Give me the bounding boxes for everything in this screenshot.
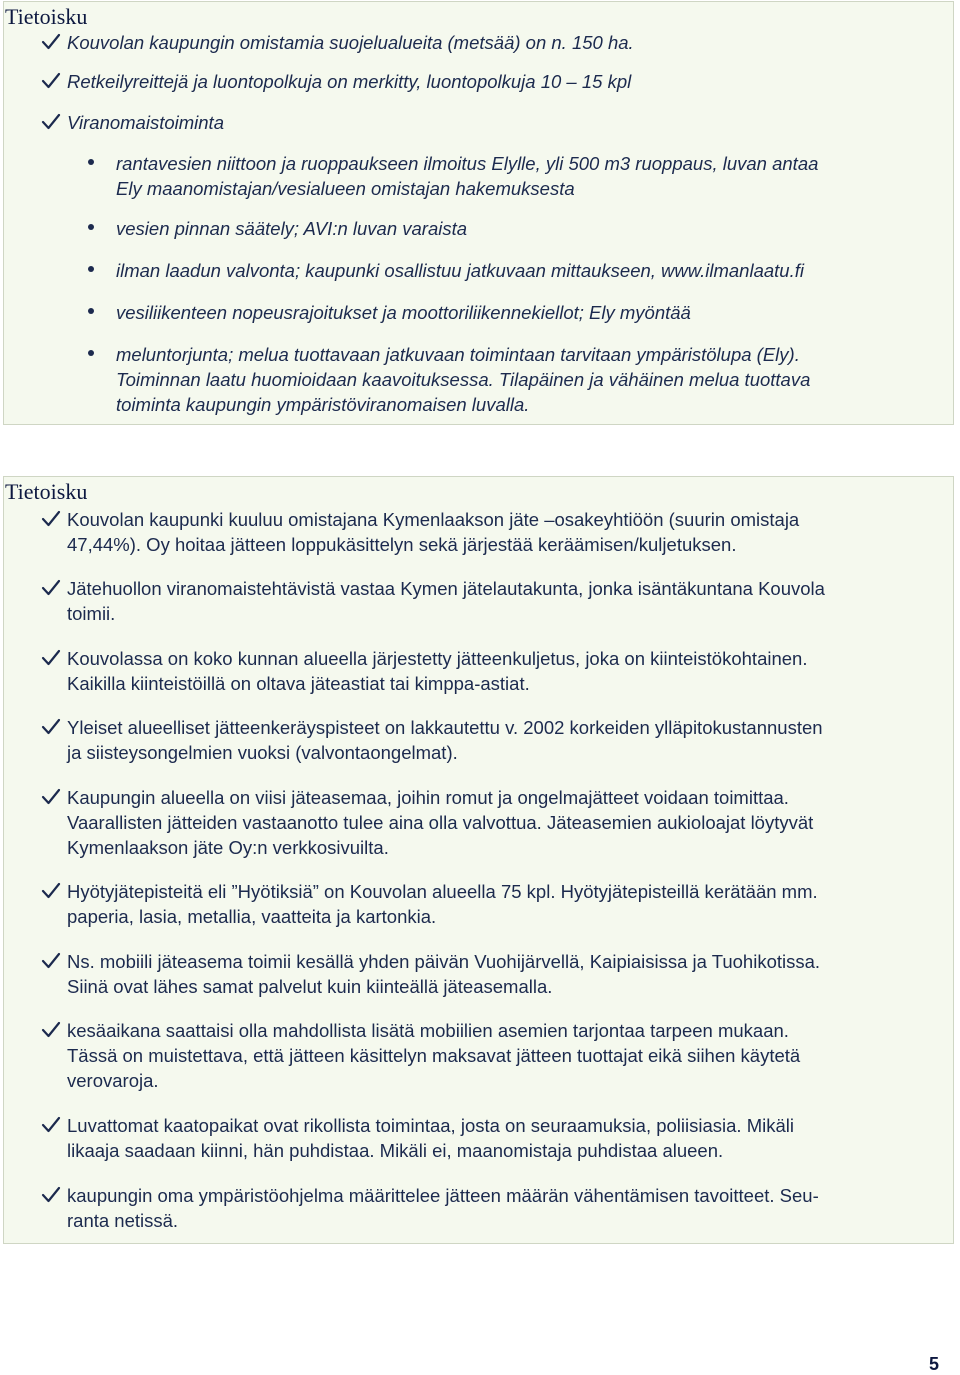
item-line: Ns. mobiili jäteasema toimii kesällä yhden päivän Vuohijärvellä, Kaipiaisissa ja Tuohikotissa.	[67, 951, 821, 972]
item-line: Retkeilyreittejä ja luontopolkuja on merkitty, luontopolkuja 10 – 15 kpl	[67, 71, 632, 92]
checkmark-icon	[41, 112, 61, 134]
item-line: Jätehuollon viranomaistehtävistä vastaa Kymen jätelautakunta, jonka isäntäkuntana Kouvola	[67, 578, 825, 599]
item-line: 47,44%). Oy hoitaa jätteen loppukäsittelyn sekä järjestää keräämisen/kuljetuksen.	[67, 534, 737, 555]
bullet-dot-icon	[88, 224, 94, 230]
box-title: Tietoisku	[5, 4, 88, 29]
item-line: Vaarallisten jätteiden vastaanotto tulee aina olla valvottua. Jäteasemien aukioloajat löytyvät	[67, 812, 814, 833]
bullet-dot-icon	[88, 159, 94, 165]
page-number: 5	[929, 1354, 940, 1374]
item-line: Ely maanomistajan/vesialueen omistajan hakemuksesta	[116, 178, 575, 199]
item-line: Kouvolan kaupungin omistamia suojelualueita (metsää) on n. 150 ha.	[67, 32, 634, 53]
item-line: Siinä ovat lähes samat palvelut kuin kiinteällä jäteasemalla.	[67, 976, 553, 997]
item-line: Tässä on muistettava, että jätteen käsittelyn maksavat jätteen tuottajat eikä siihen käytetä	[67, 1045, 801, 1066]
checkmark-icon	[41, 71, 61, 93]
checkmark-icon	[41, 881, 61, 903]
bullet-dot-icon	[88, 308, 94, 314]
info-box-nature	[3, 1, 954, 425]
item-line: Toiminnan laatu huomioidaan kaavoituksessa. Tilapäinen ja vähäinen melua tuottava	[116, 369, 811, 390]
item-line: Hyötyjätepisteitä eli ”Hyötiksiä” on Kouvolan alueella 75 kpl. Hyötyjätepisteillä kerätään mm.	[67, 881, 818, 902]
item-line: verovaroja.	[67, 1070, 159, 1091]
item-line: Luvattomat kaatopaikat ovat rikollista toimintaa, josta on seuraamuksia, poliisiasia. Mikäli	[67, 1115, 794, 1136]
item-line: toimii.	[67, 603, 116, 624]
box-title: Tietoisku	[5, 479, 88, 504]
item-line: likaaja saadaan kiinni, hän puhdistaa. Mikäli ei, maanomistaja puhdistaa alueen.	[67, 1140, 724, 1161]
checkmark-icon	[41, 717, 61, 739]
item-line: Viranomaistoiminta	[67, 112, 224, 133]
item-line: rantavesien niittoon ja ruoppaukseen ilmoitus Elylle, yli 500 m3 ruoppaus, luvan antaa	[116, 153, 819, 174]
item-line: kesäaikana saattaisi olla mahdollista lisätä mobiilien asemien tarjontaa tarpeen mukaan.	[67, 1020, 789, 1041]
item-line: Kaikilla kiinteistöillä on oltava jäteastiat tai kimppa-astiat.	[67, 673, 530, 694]
checkmark-icon	[41, 509, 61, 531]
bullet-dot-icon	[88, 266, 94, 272]
item-line: ja siisteysongelmien vuoksi (valvontaongelmat).	[67, 742, 458, 763]
item-line: toiminta kaupungin ympäristöviranomaisen luvalla.	[116, 394, 530, 415]
item-line: Kaupungin alueella on viisi jäteasemaa, joihin romut ja ongelmajätteet voidaan toimittaa.	[67, 787, 789, 808]
item-line: Yleiset alueelliset jätteenkeräyspisteet on lakkautettu v. 2002 korkeiden ylläpitokustannusten	[67, 717, 823, 738]
item-line: meluntorjunta; melua tuottavaan jatkuvaan toimintaan tarvitaan ympäristölupa (Ely).	[116, 344, 800, 365]
item-line: Kymenlaakson jäte Oy:n verkkosivuilta.	[67, 837, 389, 858]
item-line: Kouvolan kaupunki kuuluu omistajana Kymenlaakson jäte –osakeyhtiöön (suurin omistaja	[67, 509, 800, 530]
checkmark-icon	[41, 1185, 61, 1207]
item-line: ilman laadun valvonta; kaupunki osallistuu jatkuvaan mittaukseen, www.ilmanlaatu.fi	[116, 260, 804, 281]
item-line: paperia, lasia, metallia, vaatteita ja kartonkia.	[67, 906, 437, 927]
item-line: ranta netissä.	[67, 1210, 179, 1231]
checkmark-icon	[41, 787, 61, 809]
checkmark-icon	[41, 32, 61, 54]
checkmark-icon	[41, 578, 61, 600]
checkmark-icon	[41, 1115, 61, 1137]
item-line: Kouvolassa on koko kunnan alueella järjestetty jätteenkuljetus, joka on kiinteistökohtainen.	[67, 648, 808, 669]
item-line: vesiliikenteen nopeusrajoitukset ja moottoriliikennekiellot; Ely myöntää	[116, 302, 691, 323]
info-box-waste	[3, 476, 954, 1244]
checkmark-icon	[41, 1020, 61, 1042]
checkmark-icon	[41, 648, 61, 670]
checkmark-icon	[41, 951, 61, 973]
bullet-dot-icon	[88, 350, 94, 356]
item-line: kaupungin oma ympäristöohjelma määrittelee jätteen määrän vähentämisen tavoitteet. Seu-	[67, 1185, 819, 1206]
item-line: vesien pinnan säätely; AVI:n luvan varaista	[116, 218, 468, 239]
